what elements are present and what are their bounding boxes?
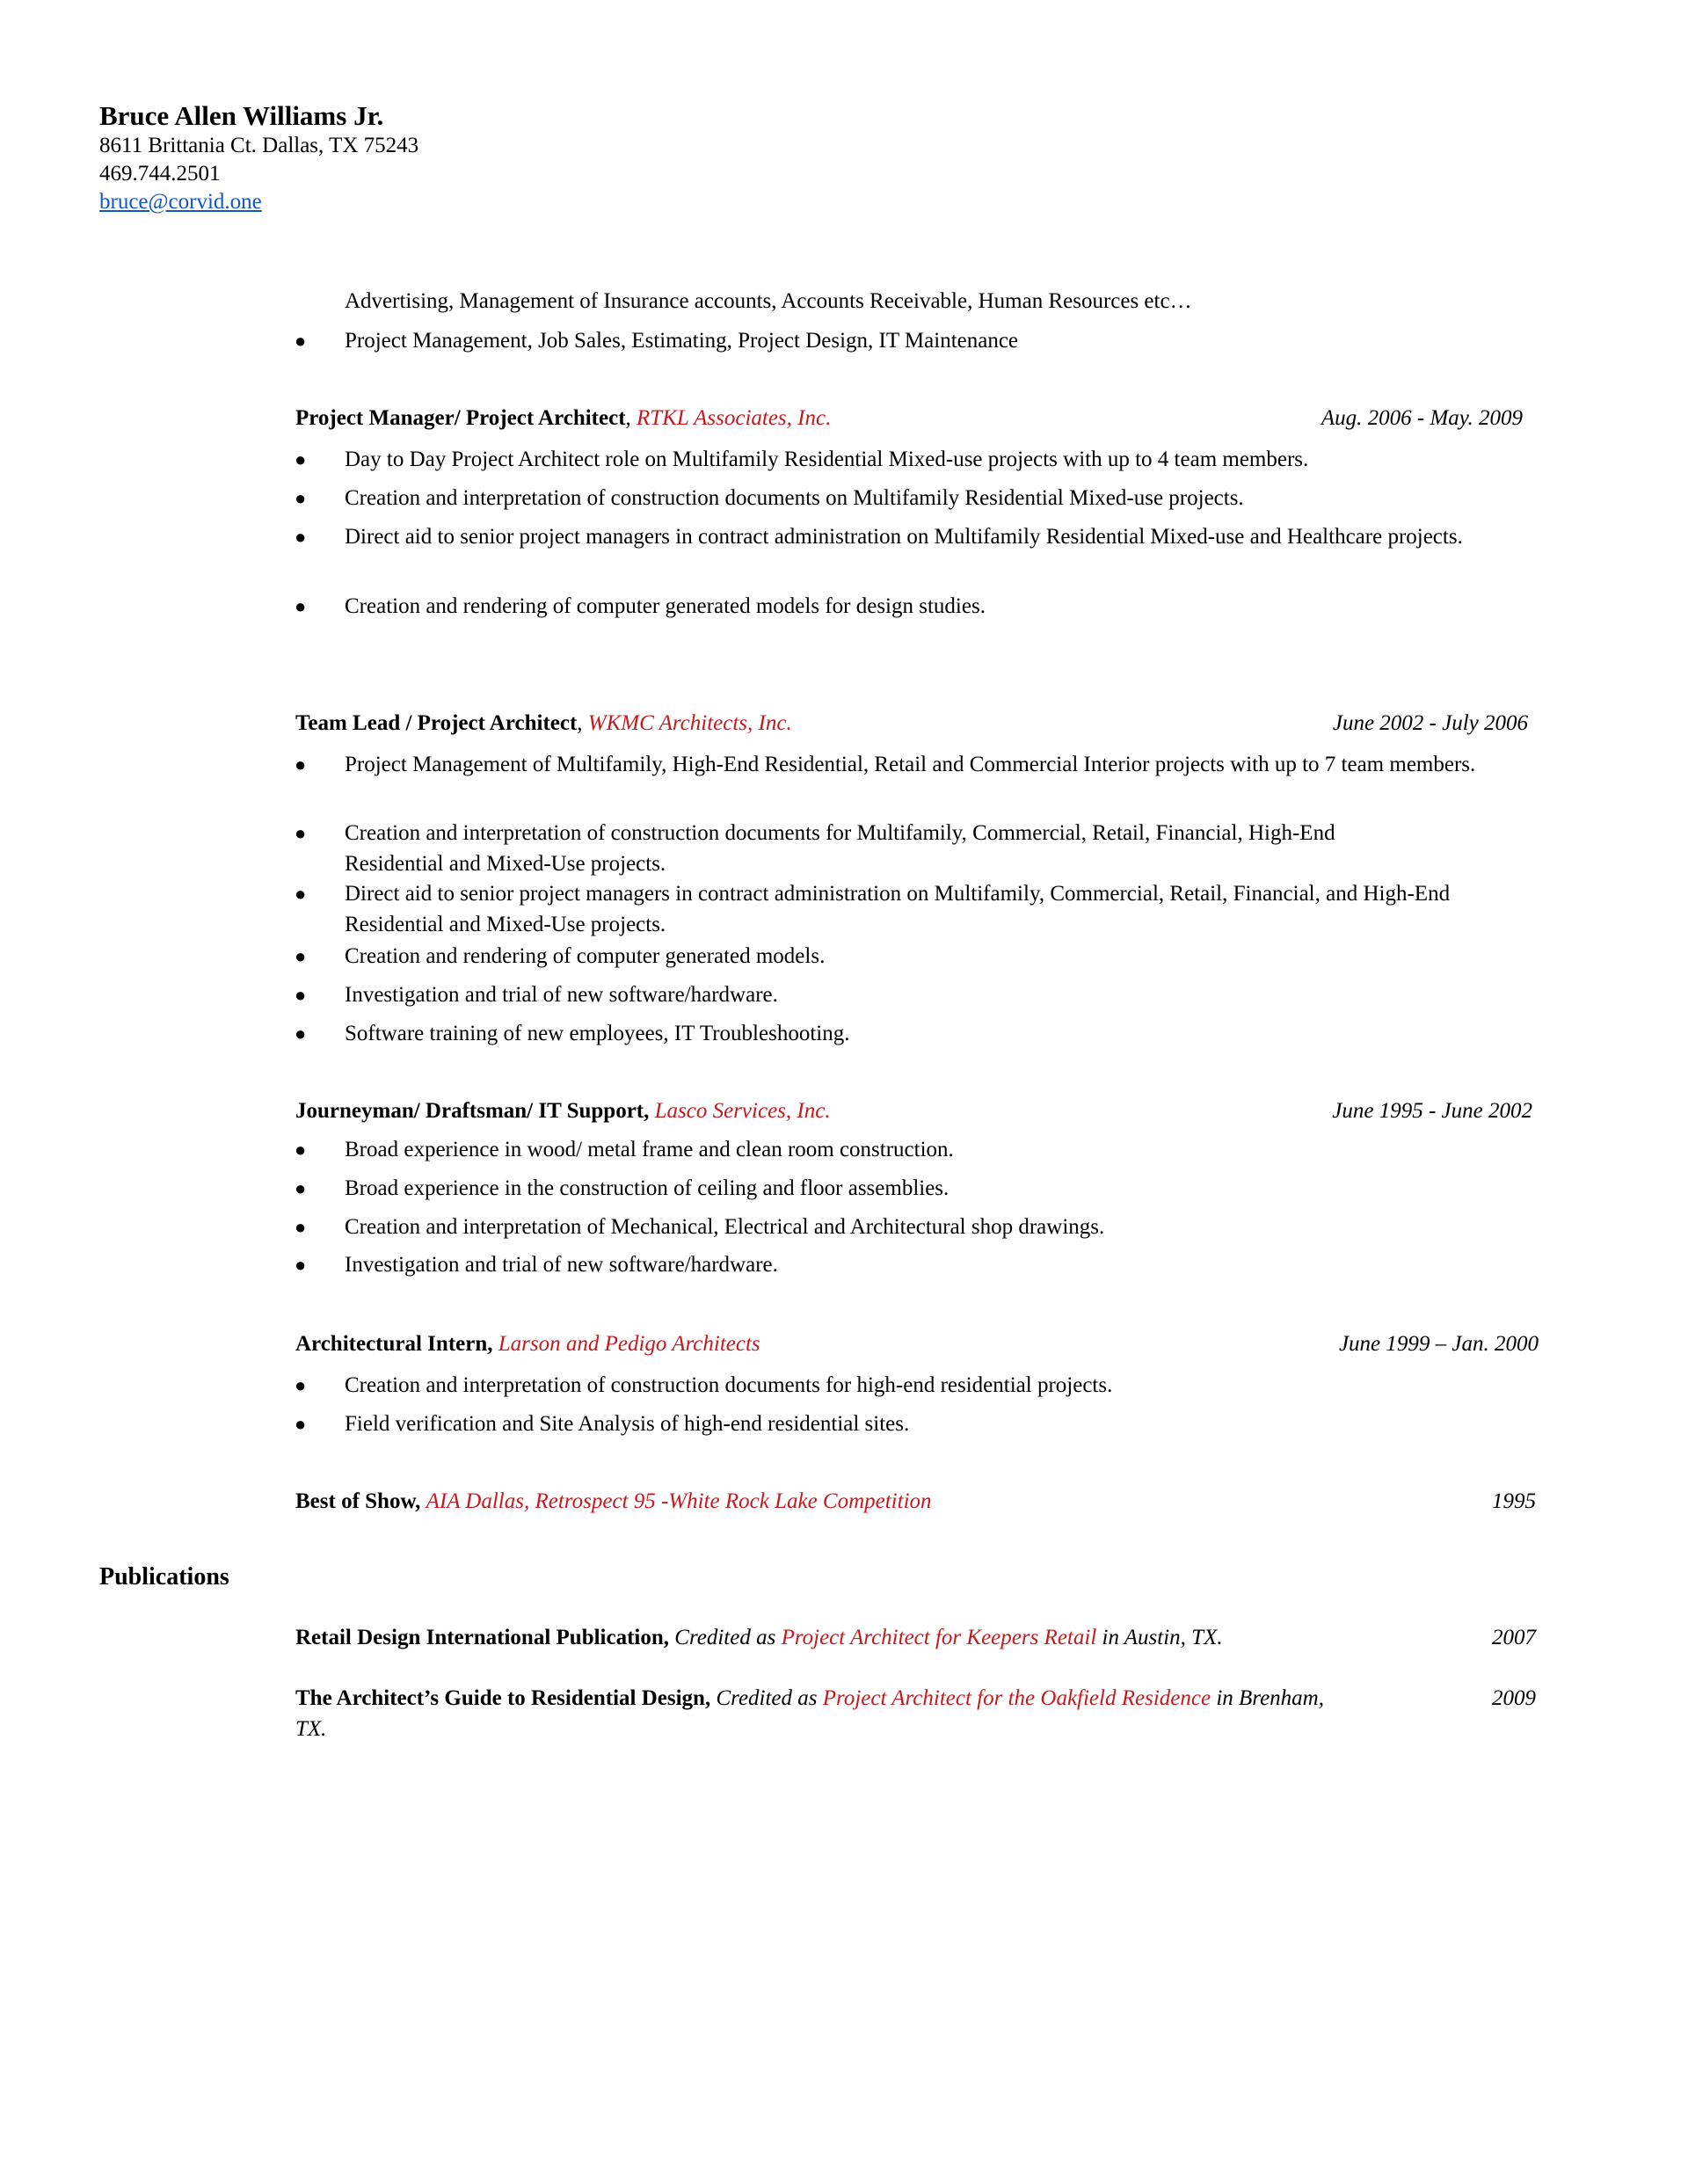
bullet-icon: ● <box>295 330 307 352</box>
bullet-icon: ● <box>295 595 307 617</box>
job-title: Team Lead / Project Architect <box>295 711 578 735</box>
job-dates: June 1995 - June 2002 <box>1332 1099 1532 1123</box>
bullet-icon: ● <box>295 448 307 470</box>
bullet-icon: ● <box>295 984 307 1006</box>
bullet-icon: ● <box>295 883 307 905</box>
company-name: WKMC Architects, Inc. <box>587 711 792 735</box>
award-detail: AIA Dallas, Retrospect 95 -White Rock Lake Competition <box>426 1489 932 1513</box>
job-title: Journeyman/ Draftsman/ IT Support, <box>295 1099 650 1123</box>
address: 8611 Brittania Ct. Dallas, TX 75243 <box>99 134 419 157</box>
bullet-icon: ● <box>295 822 307 844</box>
job-header-wkmc: Team Lead / Project Architect, WKMC Architects, Inc. June 2002 - July 2006 <box>295 708 1544 739</box>
phone: 469.744.2501 <box>99 162 221 186</box>
bullet-icon: ● <box>295 1254 307 1276</box>
company-name: RTKL Associates, Inc. <box>637 406 832 430</box>
publication-year: 2009 <box>1492 1686 1536 1710</box>
award-title: Best of Show, <box>295 1489 421 1513</box>
publication-item: Retail Design International Publication, Credited as Project Architect for Keepers Retail in Austin, TX. 2007 <box>295 1622 1544 1653</box>
applicant-name: Bruce Allen Williams Jr. <box>99 100 384 131</box>
email-link[interactable]: bruce@corvid.one <box>99 190 262 214</box>
bullet-icon: ● <box>295 487 307 509</box>
company-name: Lasco Services, Inc. <box>654 1099 831 1123</box>
publication-item: The Architect’s Guide to Residential Design, Credited as Project Architect for the Oakfield Residence in Brenham, TX. 2009 <box>295 1683 1544 1744</box>
job-header-rtkl: Project Manager/ Project Architect, RTKL Associates, Inc. Aug. 2006 - May. 2009 <box>295 403 1544 433</box>
bullet-icon: ● <box>295 526 307 548</box>
job-title: Project Manager/ Project Architect <box>295 406 626 430</box>
bullet-icon: ● <box>295 1413 307 1435</box>
job-header-intern <box>295 1329 1544 1359</box>
job-dates: June 1999 – Jan. 2000 <box>1338 1332 1539 1356</box>
job-title: Architectural Intern, <box>295 1332 493 1356</box>
bullet-icon: ● <box>295 945 307 967</box>
publication-year: 2007 <box>1492 1626 1536 1649</box>
job-dates: Aug. 2006 - May. 2009 <box>1321 406 1523 430</box>
publication-role: Project Architect for Keepers Retail <box>781 1626 1097 1649</box>
bullet-icon: ● <box>295 1374 307 1396</box>
job-dates: June 2002 - July 2006 <box>1332 711 1528 735</box>
continued-text: Advertising, Management of Insurance accounts, Accounts Receivable, Human Resources etc… <box>345 289 1192 313</box>
company-name: Larson and Pedigo Architects <box>498 1332 760 1356</box>
bullet-icon: ● <box>295 1023 307 1045</box>
job-header-lasco <box>295 1096 1544 1126</box>
award-year: 1995 <box>1492 1489 1536 1513</box>
publication-role: Project Architect for the Oakfield Residence <box>822 1686 1211 1710</box>
publication-title: Retail Design International Publication, <box>295 1626 670 1649</box>
publication-title: The Architect’s Guide to Residential Design, <box>295 1686 711 1710</box>
bullet-icon: ● <box>295 1139 307 1161</box>
bullet-icon: ● <box>295 1177 307 1199</box>
bullet-icon: ● <box>295 753 307 775</box>
bullet-icon: ● <box>295 1216 307 1238</box>
award-row <box>295 1486 1544 1517</box>
section-heading-publications: Publications <box>99 1563 229 1591</box>
